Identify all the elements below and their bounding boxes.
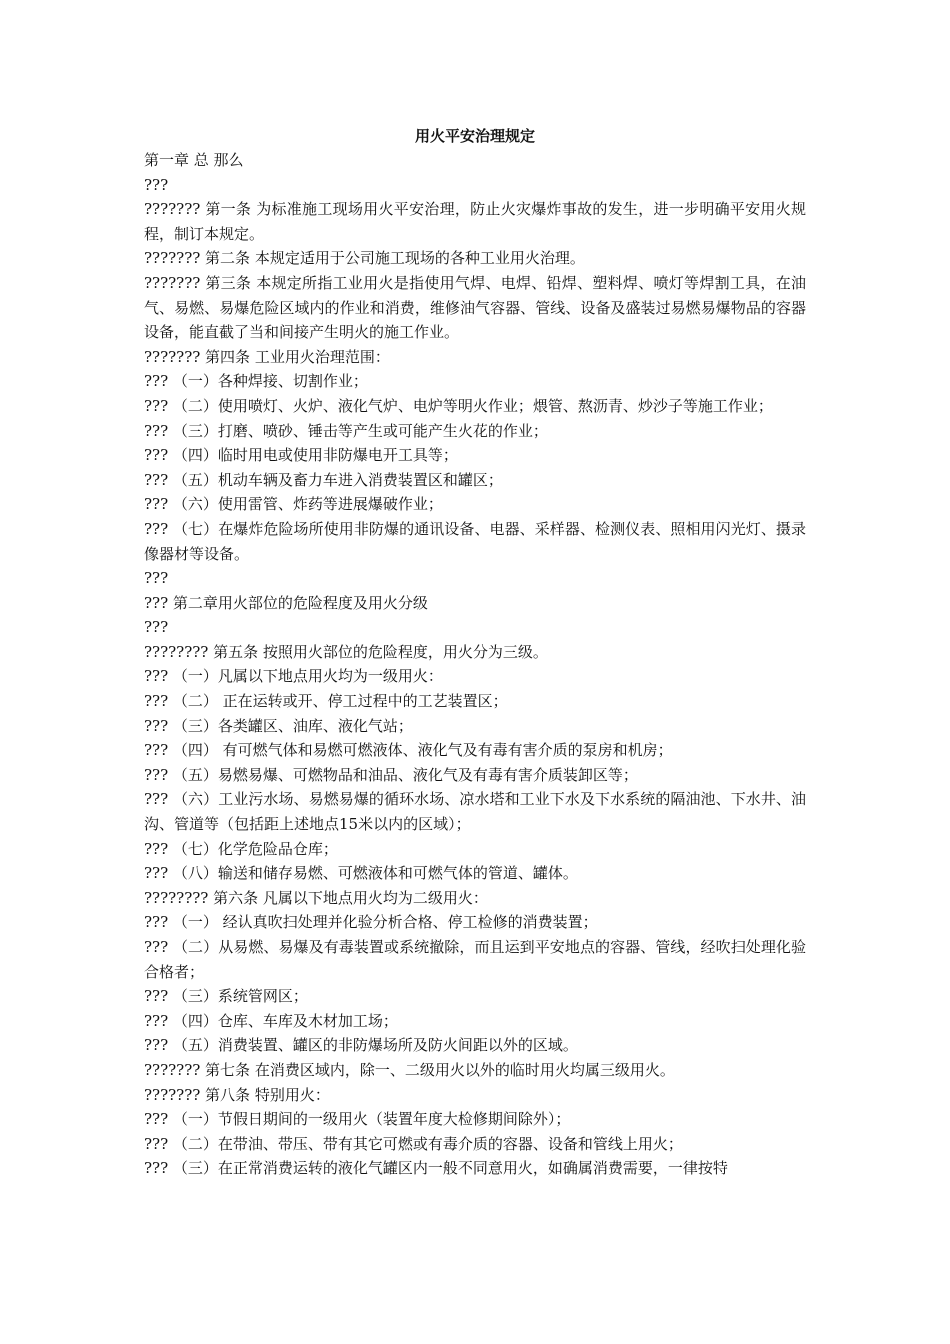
paragraph: ??? （六）工业污水场、易燃易爆的循环水场、凉水塔和工业下水及下水系统的隔油池、下水井、油沟、管道等（包括距上述地点15米以内的区域）； — [144, 790, 806, 834]
paragraph: ??? （五）易燃易爆、可燃物品和油品、液化气及有毒有害介质装卸区等； — [144, 765, 638, 784]
paragraph: ??? （一）凡属以下地点用火均为一级用火： — [144, 667, 443, 686]
paragraph: ??? （二）从易燃、易爆及有毒装置或系统撤除，而且运到平安地点的容器、管线，经吹扫处理化验合格者； — [144, 938, 806, 981]
paragraph: ??? （一）节假日期间的一级用火（装置年度大检修期间除外）； — [144, 1110, 571, 1129]
paragraph: ???????? 第六条 凡属以下地点用火均为二级用火： — [144, 888, 488, 907]
paragraph: ???????? 第五条 按照用火部位的危险程度，用火分为三级。 — [144, 642, 548, 661]
paragraph: ??? （一） 经认真吹扫处理并化验分析合格、停工检修的消费装置； — [144, 913, 598, 932]
paragraph: ??? （五）消费装置、罐区的非防爆场所及防火间距以外的区域。 — [144, 1036, 578, 1055]
paragraph: ??? （八）输送和储存易燃、可燃液体和可燃气体的管道、罐体。 — [144, 864, 578, 883]
paragraph: ??? （五）机动车辆及畜力车进入消费装置区和罐区； — [144, 470, 503, 489]
paragraph: ??? — [144, 618, 169, 637]
paragraph: ??????? 第七条 在消费区域内，除一、二级用火以外的临时用火均属三级用火。 — [144, 1060, 675, 1079]
paragraph: ??????? 第三条 本规定所指工业用火是指使用气焊、电焊、铅焊、塑料焊、喷灯等焊割工具，在油气、易燃、易爆危险区域内的作业和消费，维修油气容器、管线、设备及盛装过易燃易爆物品的容器设备，能直截了当和间接产生明火的施工作业。 — [144, 273, 806, 342]
paragraph: ??? （二）使用喷灯、火炉、液化气炉、电炉等明火作业；煨管、熬沥青、炒沙子等施工作业； — [144, 396, 773, 415]
paragraph: ??? （四） 有可燃气体和易燃可燃液体、液化气及有毒有害介质的泵房和机房； — [144, 741, 673, 760]
paragraph: ??????? 第八条 特别用火： — [144, 1085, 330, 1104]
paragraph: ??? 第二章用火部位的危险程度及用火分级 — [144, 593, 428, 612]
paragraph: ??? — [144, 569, 169, 588]
paragraph: ??? （三）系统管网区； — [144, 987, 308, 1006]
document-title: 用火平安治理规定 — [414, 127, 535, 145]
paragraph: ??? （三）打磨、喷砂、锤击等产生或可能产生火花的作业； — [144, 421, 548, 440]
paragraph: ??????? 第四条 工业用火治理范围： — [144, 347, 390, 366]
paragraph: ??? （七）化学危险品仓库； — [144, 839, 338, 858]
paragraph: ??? （七）在爆炸危险场所使用非防爆的通讯设备、电器、采样器、检测仪表、照相用闪光灯、摄录像器材等设备。 — [144, 519, 806, 563]
paragraph: ??? — [144, 175, 169, 194]
document-body — [144, 148, 806, 1181]
paragraph: 第一章 总 那么 — [144, 151, 244, 169]
paragraph: ??? （六）使用雷管、炸药等进展爆破作业； — [144, 495, 443, 514]
paragraph: ??????? 第二条 本规定适用于公司施工现场的各种工业用火治理。 — [144, 249, 585, 268]
paragraph: ??? （二）在带油、带压、带有其它可燃或有毒介质的容器、设备和管线上用火； — [144, 1134, 683, 1153]
paragraph: ??? （二） 正在运转或开、停工过程中的工艺装置区； — [144, 692, 508, 711]
paragraph: ??? （一）各种焊接、切割作业； — [144, 372, 368, 391]
paragraph: ??? （三）在正常消费运转的液化气罐区内一般不同意用火，如确属消费需要，一律按特 — [144, 1159, 728, 1178]
paragraph: ??? （四）临时用电或使用非防爆电开工具等； — [144, 446, 458, 465]
paragraph: ??????? 第一条 为标准施工现场用火平安治理，防止火灾爆炸事故的发生，进一步明确平安用火规程，制订本规定。 — [144, 200, 806, 243]
paragraph: ??? （四）仓库、车库及木材加工场； — [144, 1011, 398, 1030]
paragraph: ??? （三）各类罐区、油库、液化气站； — [144, 716, 413, 735]
